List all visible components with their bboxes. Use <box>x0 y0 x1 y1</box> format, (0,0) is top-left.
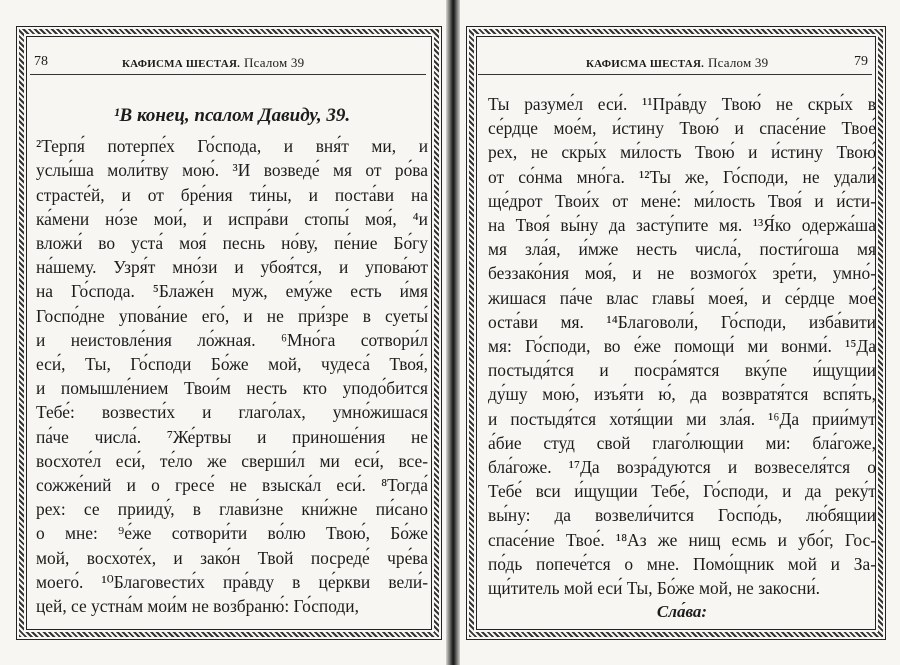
text-line: сожже́ний и о гресе́ не взыска́л еси́. ⁸Тогда́ <box>36 475 428 496</box>
text-line: и постыдя́тся хотя́щии ми зла́я. ¹⁶Да прии́мут <box>488 408 876 429</box>
text-line: о мне: ⁹е́же сотвори́ти во́лю Твою́, Бо́же <box>36 523 428 544</box>
text-line: на́шему. Узря́т мно́зи и убоя́тся, и упова́ют <box>36 257 428 278</box>
text-line: ка́мени но́зе мои́, и испра́ви стопы́ моя́, ⁴и <box>36 208 428 229</box>
text-line: ду́шу мою́, изъя́ти ю́, да возвратя́тся вспя́ть, <box>488 384 876 405</box>
text-line: Ты разуме́л еси́. ¹¹Пра́вду Твою́ не скры́х в <box>488 94 876 114</box>
text-line: жишася па́че влас главы́ моея́, и се́рдце мое́ <box>488 287 876 308</box>
text-line: ще́дрот Твои́х от мене́: ми́лость Твоя́ и и́сти- <box>488 190 876 211</box>
text-line: от со́нма мно́га. ¹²Ты же, Го́споди, не удали́ <box>488 166 876 187</box>
right-page-text <box>488 92 876 624</box>
header-kathisma: КАФИСМА ШЕСТАЯ. <box>586 58 705 70</box>
text-line: рех, не скры́х ми́лость Твою́ и и́стину Твою́ <box>488 142 876 163</box>
text-line: и неистовле́ния ло́жная. ⁶Мно́га сотвори́л <box>36 329 428 350</box>
header-psalm: Псалом 39 <box>708 55 769 70</box>
text-line: постыдя́тся и посра́мятся вку́пе и́щущии <box>488 360 876 381</box>
page-number: 78 <box>34 54 48 69</box>
text-line: а́бие студ свой глаго́лющии ми: бла́гоже, <box>488 432 876 453</box>
text-line: на Твоя́ вы́ну да засту́пите мя. ¹³Я́ко одержа́ша <box>488 215 876 236</box>
book-gutter <box>446 0 460 665</box>
text-line: еси́, Ты, Го́споди Бо́же мой, чудеса́ Твоя́, <box>36 354 428 375</box>
header-title <box>586 55 768 71</box>
header-psalm: Псалом 39 <box>244 55 305 70</box>
left-page-text <box>36 104 428 618</box>
text-line: ²Терпя́ потерпе́х Го́спода, и вня́т ми, и <box>36 136 428 157</box>
text-line: восхоте́л еси́, те́ло же сверши́л ми еси́, все- <box>36 450 428 471</box>
text-line: па́че числа́. ⁷Же́ртвы и приноше́ния не <box>36 426 428 447</box>
text-line: щи́титель мой еси́ Ты, Бо́же мой, не закосни́. <box>488 578 821 599</box>
text-line: страсте́й, и от бре́ния ти́ны, и поста́ви на <box>36 184 428 205</box>
text-line: услы́ша моли́тву мою́. ³И возведе́ мя от ро́ва <box>36 160 428 181</box>
text-line: бла́гоже. ¹⁷Да возра́дуются и возвеселя́тся о <box>488 457 876 478</box>
text-line: Тебе́: возвести́х и глаго́лах, умно́жишася <box>36 402 428 423</box>
header-kathisma: КАФИСМА ШЕСТАЯ. <box>122 58 241 70</box>
text-line: Госпо́дне упова́ние его́, и не при́зре в суеты́ <box>36 305 428 326</box>
text-line: мя зла́я, и́мже несть числа́, пости́гоша мя <box>488 239 876 260</box>
running-header <box>478 50 872 75</box>
text-line: рех: се прииду́, в глави́зне кни́жне пи́сано <box>36 499 428 520</box>
right-page <box>460 0 900 665</box>
text-line: по́дь попече́тся о мне. Помо́щник мой и За- <box>488 553 876 574</box>
text-line: Тебе́ вси и́щущии Тебе́, Го́споди, и да реку́т <box>488 481 876 502</box>
running-header <box>30 50 426 75</box>
header-title <box>122 55 304 71</box>
text-line: вложи́ во уста́ моя́ песнь но́ву, пе́ние Бо́гу <box>36 233 428 254</box>
text-line: спасе́ние Твое́. ¹⁸Аз же нищ есмь и убо́г, Гос- <box>488 529 876 550</box>
text-line: моего́. ¹⁰Благовести́х пра́вду в це́ркви вели́- <box>36 571 428 592</box>
page-number: 79 <box>854 54 868 69</box>
closing-slava: Сла́ва: <box>656 602 708 622</box>
text-line: мой, восхоте́х, и зако́н Твой посреде́ чре́ва <box>36 547 428 568</box>
left-page <box>0 0 446 665</box>
text-line: мя: Го́споди, во е́же помощи́ ми вонми́. ¹⁵Да <box>488 336 876 357</box>
text-line: на Го́спода. ⁵Блаже́н муж, ему́же есть и́мя <box>36 281 428 302</box>
text-line: цей, се устна́м мои́м не возбраню́: Го́споди, <box>36 596 359 617</box>
text-line: се́рдце мое́м, и́стину Твою́ и спасе́ние Твое́ <box>488 118 876 139</box>
text-line: оста́ви мя. ¹⁴Благоволи́, Го́споди, изба́вити <box>488 311 876 332</box>
text-line: и помышле́нием Твои́м несть кто уподо́бится <box>36 378 428 399</box>
text-line: беззако́ния моя́, и не возмого́х зре́ти, умно́- <box>488 263 876 284</box>
text-line: вы́ну: да возвели́чится Госпо́дь, лю́бящии <box>488 505 876 526</box>
psalm-heading: ¹В конец, псалом Давиду, 39. <box>113 105 351 126</box>
